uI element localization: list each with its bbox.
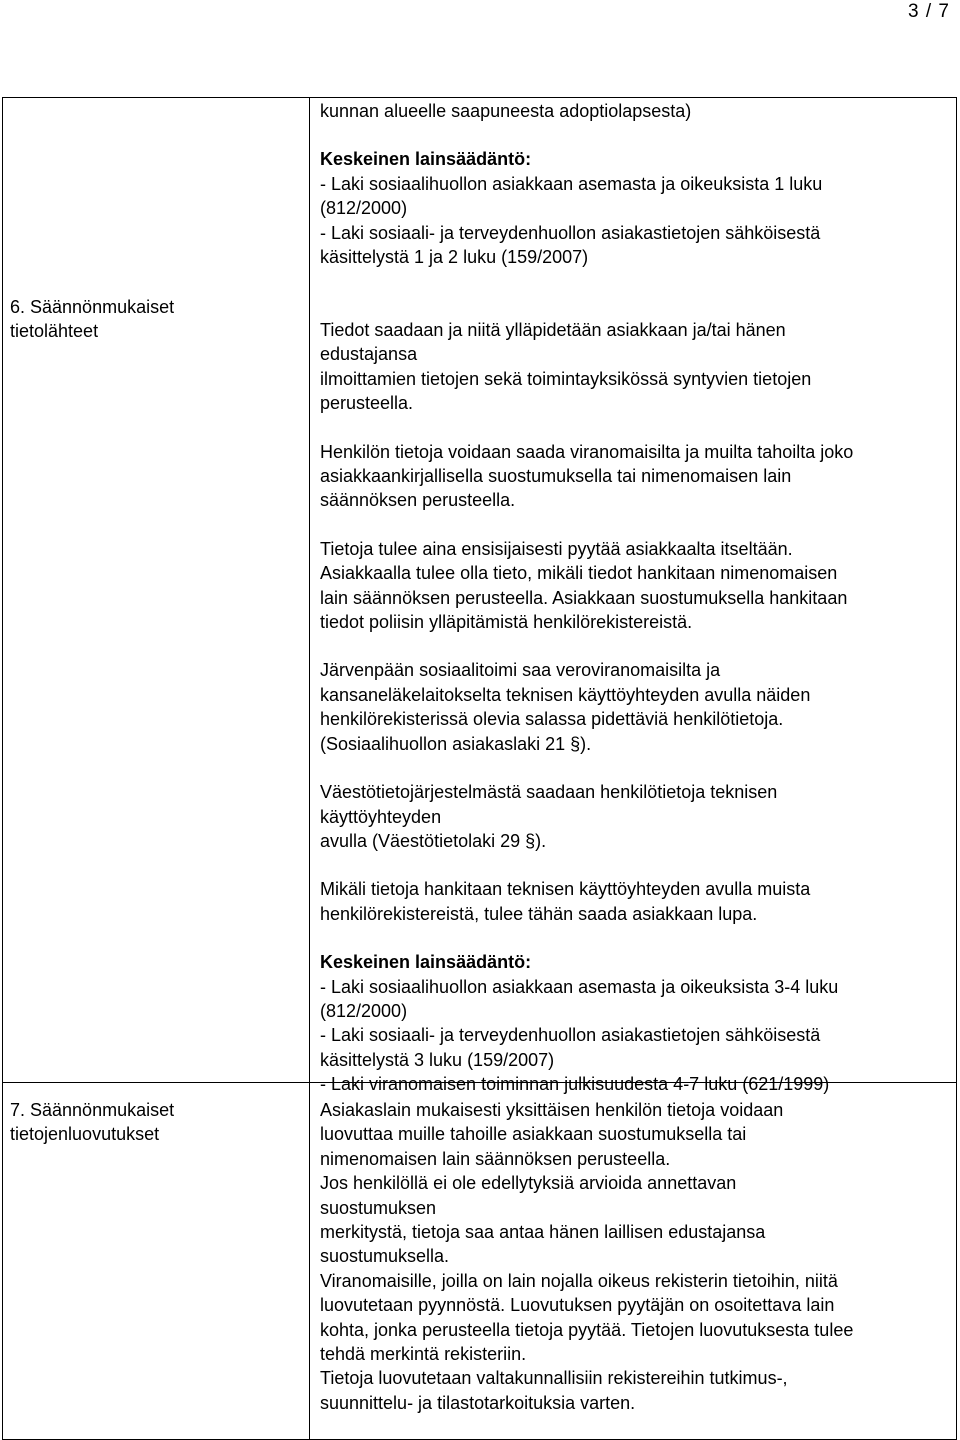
label-line: tietojenluovutukset <box>10 1124 160 1144</box>
text-line: Viranomaisille, joilla on lain nojalla oikeus rekisterin tietoihin, niitä <box>320 1270 838 1291</box>
text-line: tehdä merkintä rekisteriin. <box>320 1344 527 1365</box>
row-2-content <box>320 1098 950 1415</box>
row-1-label <box>10 295 300 343</box>
text-line: perusteella. <box>320 393 414 414</box>
legislation-heading: Keskeinen lainsäädäntö: <box>320 952 532 973</box>
text-line: Väestötietojärjestelmästä saadaan henkilötietoja teknisen <box>320 782 778 803</box>
text-line: suostumuksen <box>320 1197 437 1218</box>
text-line: käsittelystä 3 luku (159/2007) <box>320 1049 555 1070</box>
text-line: tiedot poliisin ylläpitämistä henkilörekistereistä. <box>320 612 693 633</box>
text-line: Asiakaslain mukaisesti yksittäisen henkilön tietoja voidaan <box>320 1100 784 1120</box>
text-line: Järvenpään sosiaalitoimi saa veroviranomaisilta ja <box>320 660 721 681</box>
text-line: Tiedot saadaan ja niitä ylläpidetään asiakkaan ja/tai hänen <box>320 320 786 340</box>
text-line: käyttöyhteyden <box>320 806 442 827</box>
paragraph <box>320 318 950 416</box>
text-line: - Laki sosiaalihuollon asiakkaan asemasta ja oikeuksista 1 luku <box>320 173 823 194</box>
text-line: kohta, jonka perusteella tietoja pyytää. Tietojen luovutuksesta tulee <box>320 1319 854 1340</box>
paragraph <box>320 877 950 926</box>
legislation-block <box>320 950 950 1096</box>
label-line: 7. Säännönmukaiset <box>10 1100 175 1120</box>
text-line: merkitystä, tietoja saa antaa hänen laillisen edustajansa <box>320 1222 766 1243</box>
text-line: luovuttaa muille tahoille asiakkaan suostumuksella tai <box>320 1124 747 1145</box>
text-line: kunnan alueelle saapuneesta adoptiolapsesta) <box>320 101 692 121</box>
text-line: kansaneläkelaitokselta teknisen käyttöyhteyden avulla näiden <box>320 684 811 705</box>
text-line: käsittelystä 1 ja 2 luku (159/2007) <box>320 247 589 268</box>
text-line: edustajansa <box>320 344 418 365</box>
paragraph <box>320 658 950 756</box>
paragraph <box>320 1098 950 1415</box>
text-line: luovutetaan pyynnöstä. Luovutuksen pyytäjän on osoitettava lain <box>320 1295 835 1316</box>
legislation-block <box>320 147 950 269</box>
text-line: nimenomaisen lain säännöksen perusteella. <box>320 1148 671 1169</box>
text-line: Mikäli tietoja hankitaan teknisen käyttöyhteyden avulla muista <box>320 879 811 900</box>
text-line: ilmoittamien tietojen sekä toimintayksikössä syntyvien tietojen <box>320 368 812 389</box>
text-line: säännöksen perusteella. <box>320 490 516 511</box>
text-line: - Laki sosiaali- ja terveydenhuollon asiakastietojen sähköisestä <box>320 222 821 243</box>
text-line: suunnittelu- ja tilastotarkoituksia varten. <box>320 1392 636 1413</box>
page-number: 3 / 7 <box>908 1 950 22</box>
row-0-content <box>320 99 950 269</box>
text-line: Jos henkilöllä ei ole edellytyksiä arvioida annettavan <box>320 1173 737 1194</box>
text-line: Tietoja tulee aina ensisijaisesti pyytää asiakkaalta itseltään. <box>320 538 793 559</box>
paragraph <box>320 780 950 853</box>
text-line: lain säännöksen perusteella. Asiakkaan suostumuksella hankitaan <box>320 587 848 608</box>
text-line: (812/2000) <box>320 1000 408 1021</box>
label-line: tietolähteet <box>10 321 99 341</box>
text-line: Tietoja luovutetaan valtakunnallisiin rekistereihin tutkimus-, <box>320 1368 788 1389</box>
text-line: - Laki viranomaisen toiminnan julkisuudesta 4-7 luku (621/1999) <box>320 1074 830 1095</box>
paragraph <box>320 537 950 635</box>
text-line: henkilörekistereistä, tulee tähän saada asiakkaan lupa. <box>320 903 758 924</box>
text-line: suostumuksella. <box>320 1246 450 1267</box>
text-line: - Laki sosiaalihuollon asiakkaan asemasta ja oikeuksista 3-4 luku <box>320 976 839 997</box>
legislation-heading: Keskeinen lainsäädäntö: <box>320 149 532 170</box>
column-divider <box>309 98 310 1440</box>
paragraph <box>320 440 950 513</box>
text-line: Henkilön tietoja voidaan saada viranomaisilta ja muilta tahoilta joko <box>320 441 854 462</box>
text-line: - Laki sosiaali- ja terveydenhuollon asiakastietojen sähköisestä <box>320 1025 821 1046</box>
label-line: 6. Säännönmukaiset <box>10 297 175 317</box>
row-2-label <box>10 1098 300 1146</box>
text-line: Asiakkaalla tulee olla tieto, mikäli tiedot hankitaan nimenomaisen <box>320 563 838 584</box>
text-line: henkilörekisterissä olevia salassa pidettäviä henkilötietoja. <box>320 709 784 730</box>
paragraph <box>320 99 950 123</box>
text-line: (Sosiaalihuollon asiakaslaki 21 §). <box>320 733 592 754</box>
text-line: asiakkaankirjallisella suostumuksella tai nimenomaisen lain <box>320 466 792 487</box>
text-line: (812/2000) <box>320 198 408 219</box>
row-1-content <box>320 318 950 1097</box>
text-line: avulla (Väestötietolaki 29 §). <box>320 830 547 851</box>
